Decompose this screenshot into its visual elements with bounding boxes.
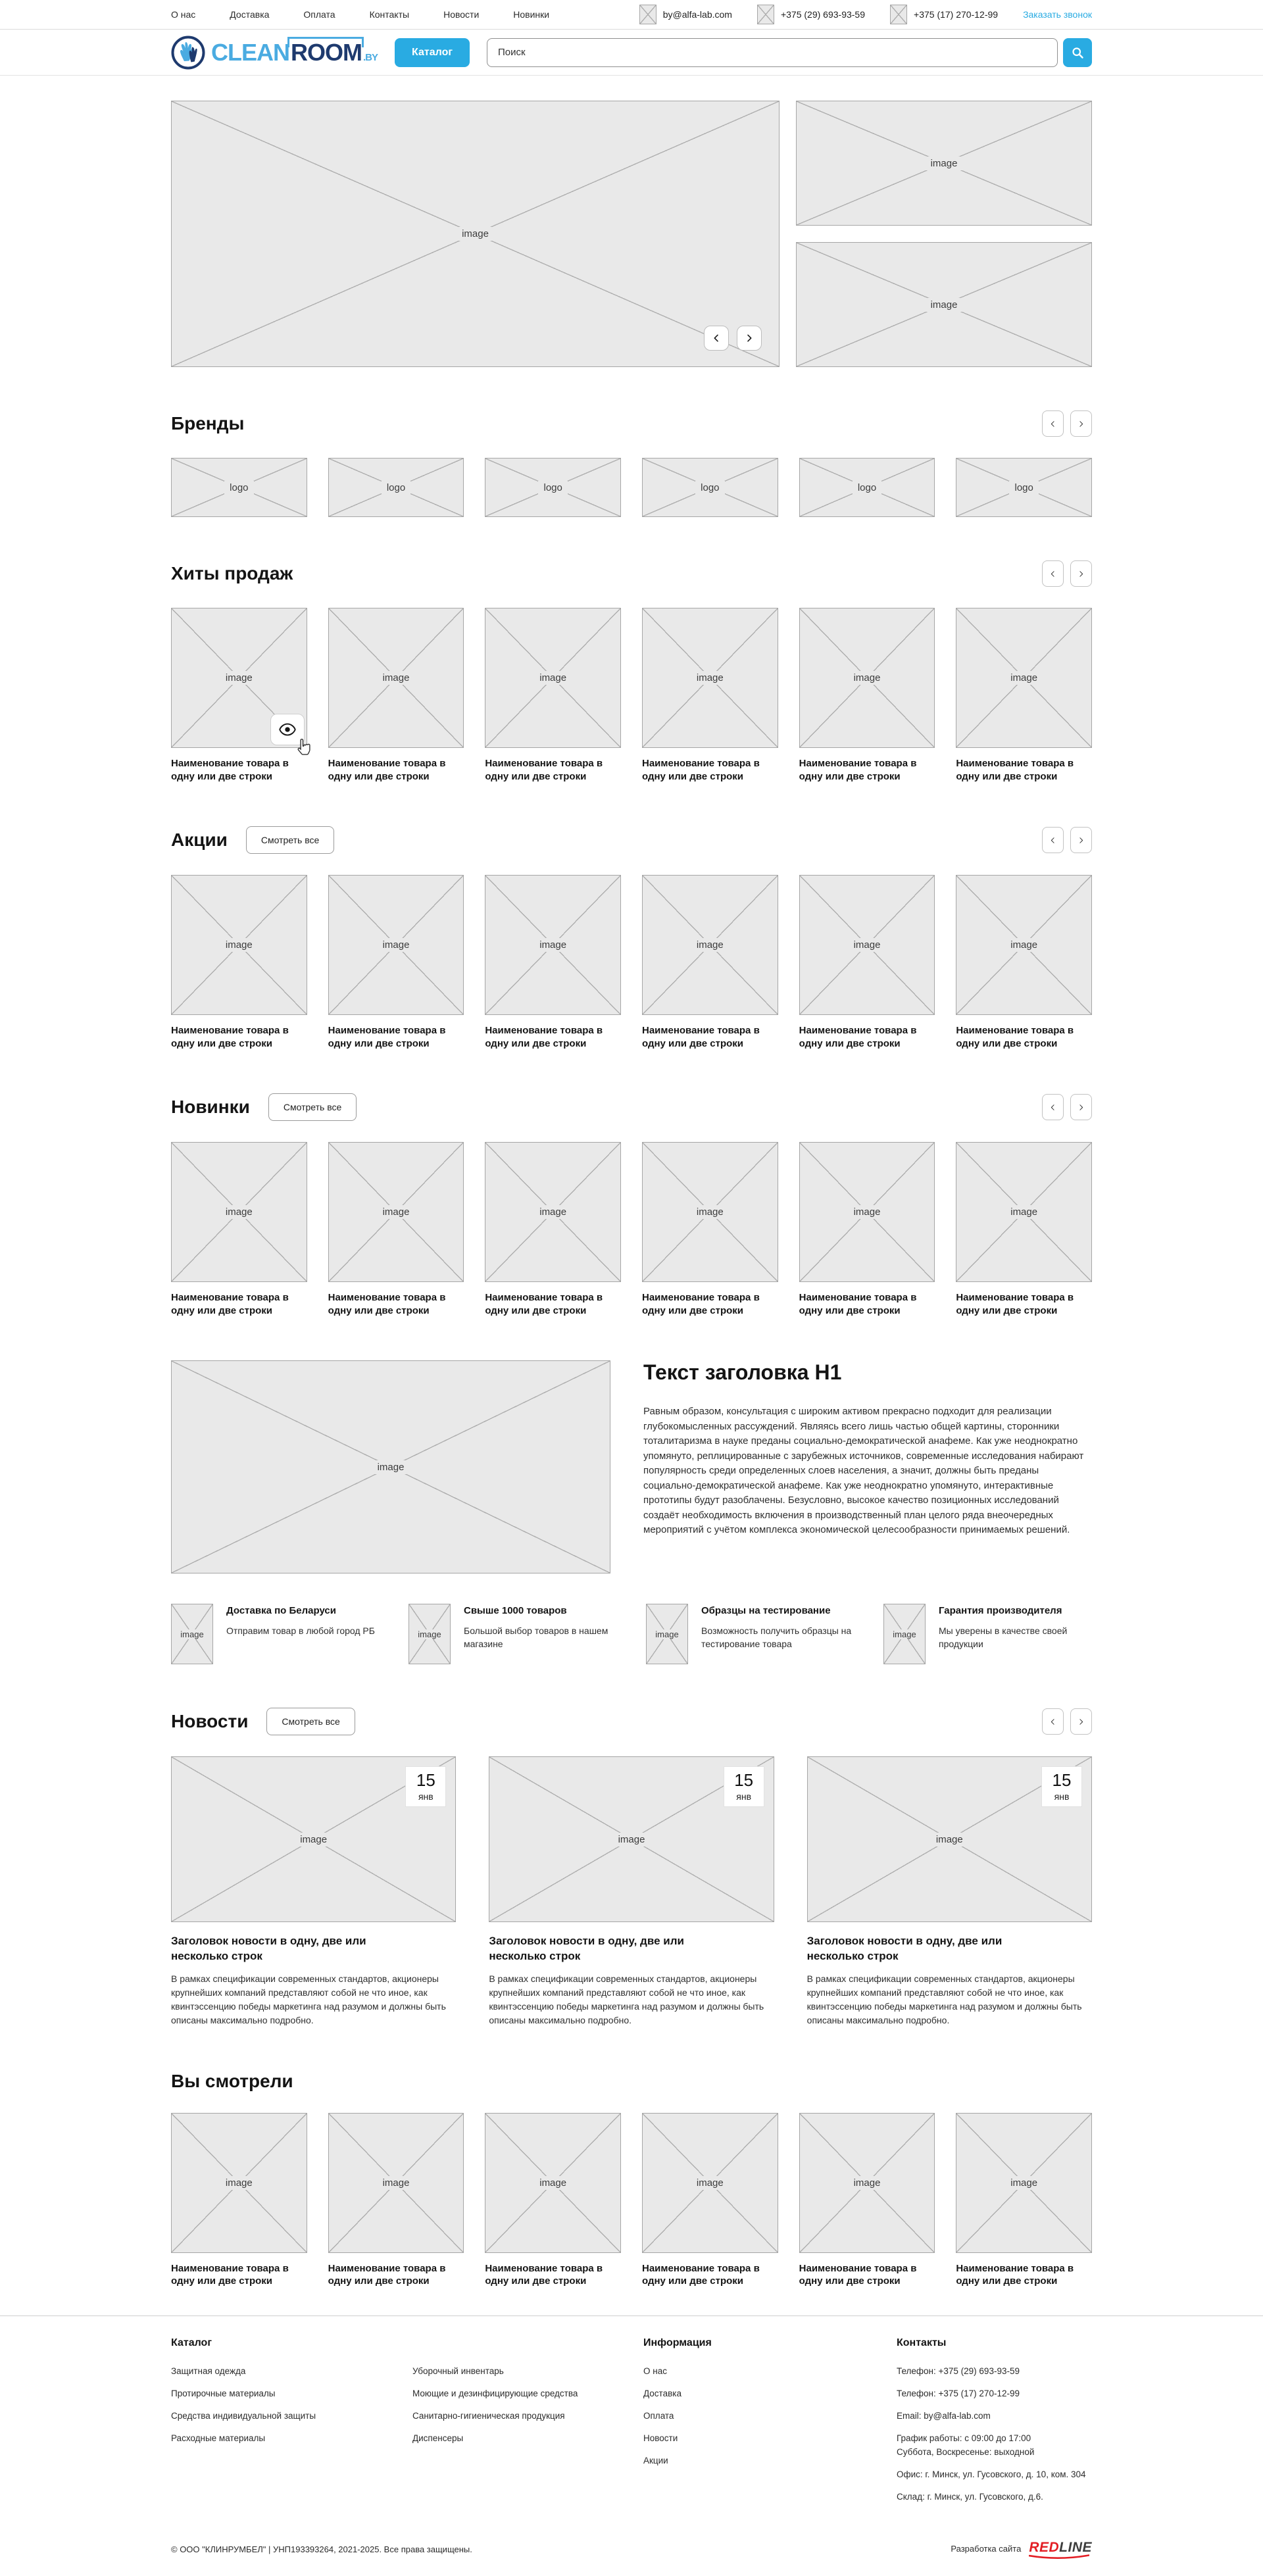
footer-link-delivery[interactable]: Доставка	[643, 2388, 681, 2398]
product-title: Наименование товара в одну или две строки	[328, 1025, 446, 1049]
feature-title: Доставка по Беларуси	[226, 1605, 336, 1616]
news-see-all-button[interactable]: Смотреть все	[266, 1708, 355, 1735]
about-image-placeholder: image	[171, 1360, 610, 1573]
footer-link-ppe[interactable]: Средства индивидуальной защиты	[171, 2410, 316, 2421]
footer-email[interactable]: Email: by@alfa-lab.com	[897, 2410, 991, 2421]
footer-link-news[interactable]: Новости	[643, 2433, 678, 2443]
chevron-left-icon	[711, 333, 722, 343]
nav-novelties[interactable]: Новинки	[513, 9, 550, 20]
footer-phone-2[interactable]: Телефон: +375 (17) 270-12-99	[897, 2388, 1020, 2398]
quick-view-button[interactable]	[270, 714, 305, 745]
product-image-placeholder: image	[956, 1142, 1092, 1282]
product-card[interactable]	[171, 2113, 307, 2288]
product-image-placeholder: image	[799, 1142, 935, 1282]
topbar-nav	[171, 9, 549, 20]
eye-icon	[279, 723, 296, 736]
product-card[interactable]	[485, 2113, 621, 2288]
product-image-placeholder: image	[328, 2113, 464, 2253]
news-card[interactable]	[489, 1756, 774, 2027]
hero-side-banner-2[interactable]: image	[796, 242, 1092, 367]
search-bar	[487, 38, 1092, 67]
product-image-placeholder: image	[328, 608, 464, 748]
product-image-placeholder: image	[642, 2113, 778, 2253]
page-title: Текст заголовка H1	[643, 1360, 842, 1384]
news-section	[171, 1708, 1092, 2027]
hits-grid	[171, 608, 1092, 783]
chevron-left-icon	[1049, 419, 1057, 429]
product-card[interactable]	[799, 875, 935, 1050]
brand-logo-placeholder[interactable]: logo	[956, 458, 1092, 517]
product-image-placeholder: image	[799, 2113, 935, 2253]
product-image-placeholder: image	[956, 608, 1092, 748]
product-card[interactable]	[642, 608, 778, 783]
novelties-title: Новинки	[171, 1097, 250, 1117]
brands-title: Бренды	[171, 413, 245, 433]
product-image-placeholder: image	[956, 875, 1092, 1015]
email-text: by@alfa-lab.com	[662, 9, 732, 20]
promos-see-all-button[interactable]: Смотреть все	[246, 826, 334, 854]
footer-link-detergents[interactable]: Моющие и дезинфицирующие средства	[412, 2388, 578, 2398]
news-card-text: В рамках спецификации современных стандартов, акционеры крупнейших компаний представляют собой не что иное, как квинтэссенцию победы маркетинга над разумом и должны быть описаны максимально подробно.	[806, 1973, 1082, 2025]
product-card[interactable]	[956, 1142, 1092, 1317]
hero-banner	[171, 101, 1092, 367]
product-image-placeholder: image	[956, 2113, 1092, 2253]
product-image-placeholder: image	[642, 875, 778, 1015]
news-grid	[171, 1756, 1092, 2027]
phone-text-2: +375 (17) 270-12-99	[914, 9, 999, 20]
hits-next-button[interactable]	[1070, 560, 1092, 587]
product-card[interactable]	[485, 608, 621, 783]
footer-link-dispensers[interactable]: Диспенсеры	[412, 2433, 464, 2443]
chevron-right-icon	[744, 333, 755, 343]
viewed-section	[171, 2071, 1092, 2288]
product-image-placeholder: image	[171, 1142, 307, 1282]
catalog-button[interactable]: Каталог	[395, 38, 470, 67]
copyright: © ООО "КЛИНРУМБЕЛ" | УНП193393264, 2021-2025. Все права защищены.	[171, 2544, 472, 2555]
product-image-placeholder: image	[328, 875, 464, 1015]
brands-section	[171, 410, 1092, 517]
features-row	[171, 1604, 1092, 1664]
hero-slide-placeholder[interactable]: image	[171, 101, 780, 367]
news-title: Новости	[171, 1711, 249, 1731]
product-title: Наименование товара в одну или две строки	[171, 1025, 289, 1049]
novelties-grid	[171, 1142, 1092, 1317]
product-title: Наименование товара в одну или две строки	[485, 1025, 603, 1049]
hero-prev-button[interactable]	[704, 326, 729, 351]
footer-link-payment[interactable]: Оплата	[643, 2410, 674, 2421]
feature-text: Отправим товар в любой город РБ	[226, 1625, 375, 1636]
footer-contacts-column	[897, 2337, 1110, 2514]
novelties-prev-button[interactable]	[1042, 1094, 1064, 1120]
promos-title: Акции	[171, 830, 228, 850]
product-title: Наименование товара в одну или две строки	[485, 1292, 603, 1316]
feature-text: Мы уверены в качестве своей продукции	[939, 1625, 1068, 1650]
product-title: Наименование товара в одну или две строки	[799, 1025, 917, 1049]
brand-logo-placeholder[interactable]: logo	[485, 458, 621, 517]
news-card-title: Заголовок новости в одну, две или несколько строк	[806, 1935, 1003, 1962]
news-date-badge	[405, 1766, 446, 1807]
news-card-title: Заголовок новости в одну, две или несколько строк	[489, 1935, 684, 1962]
chevron-right-icon	[1077, 835, 1085, 845]
brands-row	[171, 458, 1092, 517]
product-card[interactable]	[328, 608, 464, 783]
promos-prev-button[interactable]	[1042, 827, 1064, 853]
brand-logo-placeholder[interactable]: logo	[799, 458, 935, 517]
news-card-text: В рамках спецификации современных стандартов, акционеры крупнейших компаний представляют собой не что иное, как квинтэссенцию победы маркетинга над разумом и должны быть описаны максимально подробно.	[171, 1973, 446, 2025]
chevron-right-icon	[1077, 569, 1085, 579]
news-date-day: 15	[734, 1770, 754, 1790]
cursor-pointer-icon	[295, 737, 312, 759]
product-title: Наименование товара в одну или две строки	[485, 2262, 603, 2287]
product-card[interactable]	[171, 1142, 307, 1317]
email-icon	[639, 5, 656, 24]
product-title: Наименование товара в одну или две строки	[642, 1292, 760, 1316]
news-prev-button[interactable]	[1042, 1708, 1064, 1735]
footer-office-address: Офис: г. Минск, ул. Гусовского, д. 10, ком. 304	[897, 2469, 1086, 2479]
product-title: Наименование товара в одну или две строки	[328, 758, 446, 782]
footer-link-consumables[interactable]: Расходные материалы	[171, 2433, 266, 2443]
product-card[interactable]	[956, 875, 1092, 1050]
viewed-title: Вы смотрели	[171, 2070, 293, 2091]
footer-catalog-column	[171, 2337, 625, 2514]
product-card[interactable]	[171, 608, 307, 783]
feature-title: Гарантия производителя	[939, 1605, 1062, 1616]
phone-icon	[757, 5, 774, 24]
product-card[interactable]	[485, 875, 621, 1050]
news-card[interactable]	[171, 1756, 456, 2027]
product-title: Наименование товара в одну или две строки	[171, 2262, 289, 2287]
product-title: Наименование товара в одну или две строки	[799, 1292, 917, 1316]
product-image-placeholder: image	[485, 608, 621, 748]
feature-text: Большой выбор товаров в нашем магазине	[464, 1625, 608, 1650]
news-image-placeholder: image 15 янв	[807, 1756, 1092, 1922]
search-icon	[1071, 46, 1084, 59]
product-card[interactable]	[328, 875, 464, 1050]
novelties-see-all-button[interactable]: Смотреть все	[268, 1093, 357, 1121]
product-image-placeholder: image	[171, 875, 307, 1015]
phone-icon	[890, 5, 907, 24]
viewed-grid	[171, 2113, 1092, 2288]
product-image-placeholder: image	[328, 1142, 464, 1282]
feature-delivery	[171, 1604, 380, 1664]
feature-title: Свыше 1000 товаров	[464, 1605, 567, 1616]
about-text: Равным образом, консультация с широким активом прекрасно подходит для реализации глубокомысленных рассуждений. Являясь всего лишь частью общей картины, сторонники тоталитаризма в науке преданы социально-демократической анафеме. Как уже неоднократно упомянуто, реплицированные с зарубежных источников, современные исследования набирают популярность среди определенных слоев населения, а значит, должны быть преданы социально-демократической анафеме. Как уже неоднократно упомянуто, интерактивные прототипы будут разоблачены. Безусловно, высокое качество позиционных исследований создаёт необходимость включения в производственный план целого ряда внеочередных мероприятий с учётом комплекса экономической целесообразности принимаемых решений.	[643, 1406, 1084, 1535]
footer-link-about[interactable]: О нас	[643, 2365, 667, 2376]
hero-side-banner-1[interactable]: image	[796, 101, 1092, 226]
news-date-badge	[724, 1766, 764, 1807]
header	[0, 30, 1263, 76]
product-title: Наименование товара в одну или две строки	[485, 758, 603, 782]
product-title: Наименование товара в одну или две строки	[642, 1025, 760, 1049]
news-image-placeholder: image 15 янв	[489, 1756, 774, 1922]
hits-title: Хиты продаж	[171, 563, 293, 583]
brands-prev-button[interactable]	[1042, 410, 1064, 437]
product-title: Наименование товара в одну или две строки	[799, 2262, 917, 2287]
product-card[interactable]	[171, 875, 307, 1050]
news-card[interactable]	[807, 1756, 1092, 2027]
product-title: Наименование товара в одну или две строки	[956, 2262, 1074, 2287]
promos-section	[171, 826, 1092, 1050]
redline-swoosh-icon	[1029, 2554, 1089, 2559]
logo-hands-icon	[171, 36, 205, 70]
feature-text: Возможность получить образцы на тестирование товара	[701, 1625, 852, 1650]
product-image-placeholder: image	[171, 608, 307, 748]
footer-link-promos[interactable]: Акции	[643, 2455, 668, 2465]
promos-next-button[interactable]	[1070, 827, 1092, 853]
footer-info-column	[643, 2337, 878, 2514]
product-image-placeholder: image	[799, 608, 935, 748]
product-image-placeholder: image	[642, 1142, 778, 1282]
nav-delivery[interactable]: Доставка	[230, 9, 270, 20]
product-card[interactable]	[799, 1142, 935, 1317]
product-card[interactable]	[799, 608, 935, 783]
novelties-next-button[interactable]	[1070, 1094, 1092, 1120]
product-title: Наименование товара в одну или две строки	[171, 758, 289, 782]
news-date-month: янв	[736, 1791, 752, 1802]
product-card[interactable]	[642, 2113, 778, 2288]
product-title: Наименование товара в одну или две строки	[171, 1292, 289, 1316]
nav-contacts[interactable]: Контакты	[369, 9, 410, 20]
phone-link-2[interactable]	[890, 5, 998, 24]
product-card[interactable]	[799, 2113, 935, 2288]
chevron-right-icon	[1077, 1102, 1085, 1112]
nav-about[interactable]: О нас	[171, 9, 196, 20]
footer	[0, 2316, 1263, 2576]
product-image-placeholder: image	[485, 875, 621, 1015]
footer-catalog-title: Каталог	[171, 2337, 212, 2348]
phone-text-1: +375 (29) 693-93-59	[780, 9, 866, 20]
topbar	[0, 0, 1263, 30]
product-title: Наименование товара в одну или две строки	[328, 1292, 446, 1316]
feature-assortment	[409, 1604, 617, 1664]
product-title: Наименование товара в одну или две строки	[642, 758, 760, 782]
product-card[interactable]	[956, 2113, 1092, 2288]
brand-logo-placeholder[interactable]: logo	[171, 458, 307, 517]
chevron-left-icon	[1049, 1717, 1057, 1727]
feature-warranty	[883, 1604, 1092, 1664]
search-input[interactable]	[487, 38, 1058, 67]
callback-link[interactable]: Заказать звонок	[1023, 9, 1092, 20]
feature-image-placeholder: image	[409, 1604, 451, 1664]
feature-title: Образцы на тестирование	[701, 1605, 831, 1616]
product-title: Наименование товара в одну или две строки	[956, 758, 1074, 782]
product-title: Наименование товара в одну или две строки	[799, 758, 917, 782]
nav-news[interactable]: Новости	[443, 9, 480, 20]
promos-grid	[171, 875, 1092, 1050]
redline-logo[interactable]: REDLINE	[1029, 2540, 1092, 2559]
product-card[interactable]	[485, 1142, 621, 1317]
hero-next-button[interactable]	[737, 326, 762, 351]
footer-link-sanitary[interactable]: Санитарно-гигиеническая продукция	[412, 2410, 565, 2421]
chevron-left-icon	[1049, 835, 1057, 845]
search-button[interactable]	[1063, 38, 1092, 67]
feature-image-placeholder: image	[646, 1604, 688, 1664]
footer-info-title: Информация	[643, 2337, 712, 2348]
product-title: Наименование товара в одну или две строки	[328, 2262, 446, 2287]
chevron-right-icon	[1077, 419, 1085, 429]
feature-samples	[646, 1604, 854, 1664]
brand-logo-placeholder[interactable]: logo	[642, 458, 778, 517]
footer-link-cleaning-inventory[interactable]: Уборочный инвентарь	[412, 2365, 504, 2376]
about-section	[171, 1360, 1092, 1573]
news-date-month: янв	[418, 1791, 433, 1802]
chevron-left-icon	[1049, 1102, 1057, 1112]
footer-link-protective-clothing[interactable]: Защитная одежда	[171, 2365, 246, 2376]
news-card-title: Заголовок новости в одну, две или несколько строк	[171, 1935, 366, 1962]
footer-contacts-title: Контакты	[897, 2337, 947, 2348]
nav-payment[interactable]: Оплата	[303, 9, 335, 20]
hits-prev-button[interactable]	[1042, 560, 1064, 587]
footer-warehouse-address: Склад: г. Минск, ул. Гусовского, д.6.	[897, 2491, 1043, 2502]
news-image-placeholder: image 15 янв	[171, 1756, 456, 1922]
chevron-right-icon	[1077, 1717, 1085, 1727]
product-card[interactable]	[642, 1142, 778, 1317]
product-image-placeholder: image	[485, 1142, 621, 1282]
product-image-placeholder: image	[171, 2113, 307, 2253]
news-date-day: 15	[1052, 1770, 1072, 1790]
news-next-button[interactable]	[1070, 1708, 1092, 1735]
footer-schedule: График работы: с 09:00 до 17:00	[897, 2433, 1031, 2443]
dev-credit: Разработка сайта	[951, 2543, 1022, 2554]
brands-next-button[interactable]	[1070, 410, 1092, 437]
footer-weekend: Суббота, Воскресенье: выходной	[897, 2446, 1035, 2457]
news-date-day: 15	[416, 1770, 435, 1790]
feature-image-placeholder: image	[883, 1604, 926, 1664]
brand-logo-placeholder[interactable]: logo	[328, 458, 464, 517]
product-image-placeholder: image	[799, 875, 935, 1015]
product-image-placeholder: image	[485, 2113, 621, 2253]
feature-image-placeholder: image	[171, 1604, 213, 1664]
product-card[interactable]	[328, 1142, 464, 1317]
phone-link-1[interactable]	[757, 5, 865, 24]
product-card[interactable]	[956, 608, 1092, 783]
product-card[interactable]	[642, 875, 778, 1050]
email-link[interactable]	[639, 5, 732, 24]
site-logo[interactable]	[171, 36, 378, 70]
product-title: Наименование товара в одну или две строки	[956, 1025, 1074, 1049]
hits-section	[171, 560, 1092, 783]
news-date-badge	[1041, 1766, 1082, 1807]
product-image-placeholder: image	[642, 608, 778, 748]
footer-phone-1[interactable]: Телефон: +375 (29) 693-93-59	[897, 2365, 1020, 2376]
logo-wordmark: CLEAN ROOM .BY	[211, 38, 378, 66]
footer-link-wiping-materials[interactable]: Протирочные материалы	[171, 2388, 276, 2398]
chevron-left-icon	[1049, 569, 1057, 579]
product-title: Наименование товара в одну или две строки	[642, 2262, 760, 2287]
product-title: Наименование товара в одну или две строки	[956, 1292, 1074, 1316]
novelties-section	[171, 1093, 1092, 1317]
news-card-text: В рамках спецификации современных стандартов, акционеры крупнейших компаний представляют собой не что иное, как квинтэссенцию победы маркетинга над разумом и должны быть описаны максимально подробно.	[489, 1973, 764, 2025]
news-date-month: янв	[1054, 1791, 1070, 1802]
product-card[interactable]	[328, 2113, 464, 2288]
